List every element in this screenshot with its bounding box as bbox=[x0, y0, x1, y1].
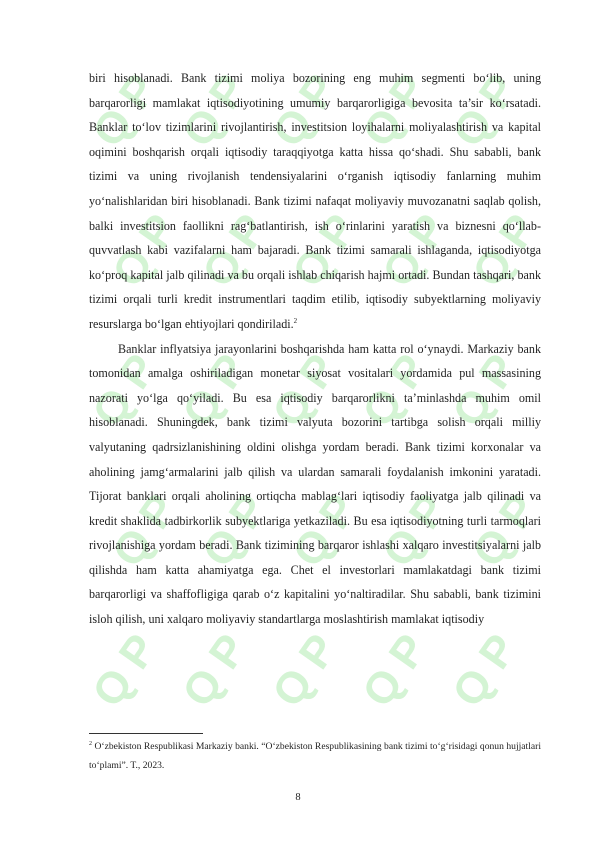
watermark-glyph: Q P bbox=[173, 625, 257, 716]
watermark-glyph: Q P bbox=[373, 485, 457, 576]
footnote-separator bbox=[89, 733, 203, 734]
page-number: 8 bbox=[295, 792, 301, 803]
footnote-text: O‘zbekiston Respublikasi Markaziy banki. “O‘zbekiston Respublikasining bank tizimi to‘g‘risidagi qonun hujjatlari to‘plami”. T., 2023. bbox=[89, 741, 541, 771]
footnote-reference[interactable]: 2 bbox=[293, 316, 298, 325]
watermark-glyph: Q P bbox=[103, 205, 187, 296]
body-text bbox=[89, 66, 541, 632]
watermark-glyph: Q P bbox=[283, 485, 367, 576]
watermark-glyph: Q P bbox=[463, 205, 547, 296]
watermark-glyph: Q P bbox=[83, 625, 167, 716]
watermark-glyph: Q P bbox=[263, 65, 347, 156]
watermark-glyph: Q P bbox=[173, 345, 257, 436]
footnote bbox=[89, 737, 541, 775]
footnote-number: 2 bbox=[89, 740, 92, 747]
watermark-glyph: Q P bbox=[193, 205, 277, 296]
watermark-glyph: Q P bbox=[263, 625, 347, 716]
watermark-glyph: Q P bbox=[463, 485, 547, 576]
watermark-glyph: Q P bbox=[263, 345, 347, 436]
watermark-glyph: Q P bbox=[353, 625, 437, 716]
watermark-glyph: Q P bbox=[353, 65, 437, 156]
watermark-glyph: Q P bbox=[283, 205, 367, 296]
watermark-glyph: Q P bbox=[353, 345, 437, 436]
paragraph-2 bbox=[89, 337, 541, 632]
watermark-glyph: Q P bbox=[443, 345, 527, 436]
watermark-glyph: Q P bbox=[443, 625, 527, 716]
watermark-glyph: Q P bbox=[83, 345, 167, 436]
watermark-glyph: Q P bbox=[83, 65, 167, 156]
paragraph-1-text: biri hisoblanadi. Bank tizimi moliya bozorining eng muhim segmenti bo‘lib, uning barqarorligi mamlakat iqtisodiyotining umumiy barqarorligiga bevosita ta’sir ko‘rsatadi. Banklar to‘lov tizimlarini rivojlantirish, investitsion loyihalarni moliyalashtirish va kapital oqimini boshqarish orqali iqtisodiy taraqqiyotga katta hissa qo‘shadi. Shu sababli, bank tizimi va uning rivojlanish tendensiyalarini o‘rganish iqtisodiy fanlarning muhim yo‘nalishlaridan biri hisoblanadi. Bank tizimi nafaqat moliyaviy muvozanatni saqlab qolish, balki investitsion faollikni rag‘batlantirish, ish o‘rinlarini yaratish va biznesni qo‘llab-quvvatlash kabi vazifalarni ham bajaradi. Bank tizimi samarali ishlaganda, iqtisodiyotga ko‘proq kapital jalb qilinadi va bu orqali ishlab chiqarish hajmi ortadi. Bundan tashqari, bank tizimi orqali turli kredit instrumentlari taqdim etilib, iqtisodiy subyektlarning moliyaviy resurslarga bo‘lgan ehtiyojlari qondiriladi. bbox=[89, 71, 541, 331]
watermark-glyph: Q P bbox=[173, 65, 257, 156]
paragraph-1 bbox=[89, 66, 541, 337]
watermark-glyph: Q P bbox=[193, 485, 277, 576]
watermark-glyph: Q P bbox=[373, 205, 457, 296]
watermark-glyph: Q P bbox=[443, 65, 527, 156]
paragraph-2-text: Banklar inflyatsiya jarayonlarini boshqarishda ham katta rol o‘ynaydi. Markaziy bank tomonidan amalga oshiriladigan monetar siyosat vositalari yordamida pul massasining nazorati yo‘lga qo‘yiladi. Bu esa iqtisodiy barqarorlikni ta’minlashda muhim omil hisoblanadi. Shuningdek, bank tizimi valyuta bozorini tartibga solish orqali milliy valyutaning qadrsizlanishining oldini olishga yordam beradi. Bank tizimi korxonalar va aholining jamg‘armalarini jalb qilish va ulardan samarali foydalanish imkonini yaratadi. Tijorat banklari orqali aholining ortiqcha mablag‘lari iqtisodiy faoliyatga jalb qilinadi va kredit shaklida tadbirkorlik subyektlariga yetkaziladi. Bu esa iqtisodiyotning turli tarmoqlari rivojlanishiga yordam beradi. Bank tizimining barqaror ishlashi xalqaro investitsiyalarni jalb qilishda ham katta ahamiyatga ega. Chet el investorlari mamlakatdagi bank tizimi barqarorligi va shaffofligiga qarab o‘z kapitalini yo‘naltiradilar. Shu sababli, bank tizimini isloh qilish, uni xalqaro moliyaviy standartlarga moslashtirish mamlakat iqtisodiy bbox=[89, 341, 541, 627]
watermark-glyph: Q P bbox=[103, 485, 187, 576]
